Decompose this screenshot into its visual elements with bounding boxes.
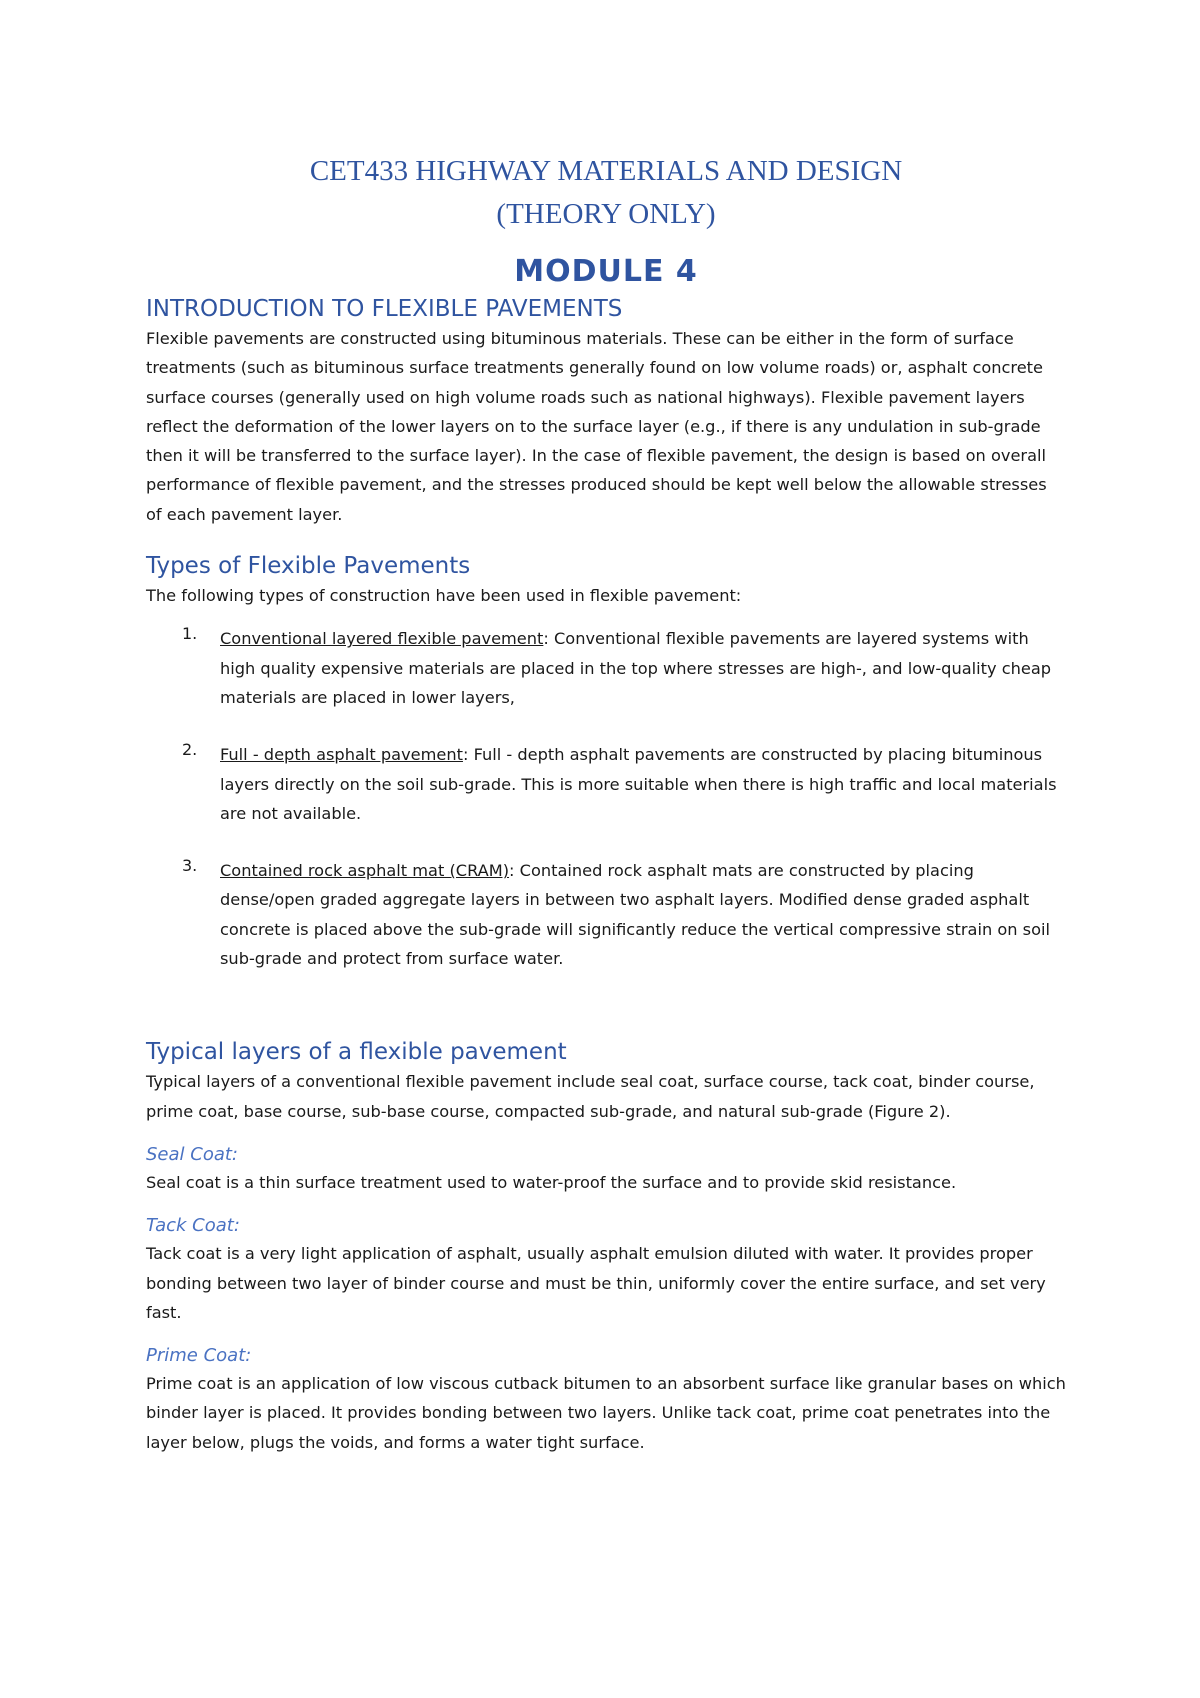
seal-coat-paragraph: Seal coat is a thin surface treatment used to water-proof the surface and to provide skid resistance. [146,1172,957,1192]
list-item-description: Full - depth asphalt pavements are constructed by placing bituminous layers directly on the soil sub-grade. This is more suitable when there is high traffic and local materials are not available. [220,745,1057,823]
list-item-term: Full - depth asphalt pavement [220,745,463,765]
intro-paragraph: Flexible pavements are constructed using bituminous materials. These can be either in the form of surface treatments (such as bituminous surface treatments generally found on low volume roads) or, asphalt concrete surface courses (generally used on high volume roads such as national highways). Flexible pavement layers reflect the deformation of the lower layers on to the surface layer (e.g., if there is any undulation in sub-grade then it will be transferred to the surface layer). In the case of flexible pavement, the design is based on overall performance of flexible pavement, and the stresses produced should be kept well below the allowable stresses of each pavement layer. [146,329,1047,524]
list-item-separator: : [462,745,469,765]
list-number: 3. [182,856,198,876]
seal-coat-heading: Seal Coat: [146,1143,238,1165]
list-item-separator: : [509,861,515,881]
list-number: 1. [182,624,198,644]
layers-intro-paragraph: Typical layers of a conventional flexible pavement include seal coat, surface course, tack coat, binder course, prime coat, base course, sub-base course, compacted sub-grade, and natural sub-grade (Figure 2). [146,1072,1035,1121]
document-title-line-2: (THEORY ONLY) [496,198,716,230]
intro-heading: INTRODUCTION TO FLEXIBLE PAVEMENTS [146,296,623,322]
list-item-cram [146,856,1066,973]
layers-heading: Typical layers of a flexible pavement [146,1039,567,1066]
list-number: 2. [182,740,198,760]
list-item-term: Conventional layered flexible pavement [220,629,544,649]
types-heading: Types of Flexible Pavements [146,553,471,580]
document-title-line-1: CET433 HIGHWAY MATERIALS AND DESIGN [309,155,903,187]
prime-coat-paragraph: Prime coat is an application of low viscous cutback bitumen to an absorbent surface like granular bases on which binder layer is placed. It provides bonding between two layers. Unlike tack coat, prime coat penetrates into the layer below, plugs the voids, and forms a water tight surface. [146,1374,1066,1452]
types-intro-paragraph: The following types of construction have been used in flexible pavement: [146,586,742,606]
tack-coat-paragraph: Tack coat is a very light application of asphalt, usually asphalt emulsion diluted with water. It provides proper bonding between two layer of binder course and must be thin, uniformly cover the entire surface, and set very fast. [146,1244,1046,1322]
list-item-full-depth [146,740,1066,828]
module-heading: MODULE 4 [514,254,698,289]
list-item-description: Contained rock asphalt mats are constructed by placing dense/open graded aggregate layers in between two asphalt layers. Modified dense graded asphalt concrete is placed above the sub-grade will significantly reduce the vertical compressive strain on soil sub-grade and protect from surface water. [220,861,1051,969]
types-list [146,624,1066,973]
list-item-description: Conventional flexible pavements are layered systems with high quality expensive materials are placed in the top where stresses are high-, and low-quality cheap materials are placed in lower layers, [220,629,1052,707]
list-item-separator: : [543,629,549,649]
document-title [146,150,1066,236]
list-item-text [220,856,1066,973]
list-item-text [220,624,1066,712]
list-item-conventional [146,624,1066,712]
page-content [146,150,1066,1457]
prime-coat-heading: Prime Coat: [146,1345,252,1367]
list-item-term: Contained rock asphalt mat (CRAM) [220,861,510,881]
tack-coat-heading: Tack Coat: [146,1215,240,1237]
list-item-text [220,740,1066,828]
